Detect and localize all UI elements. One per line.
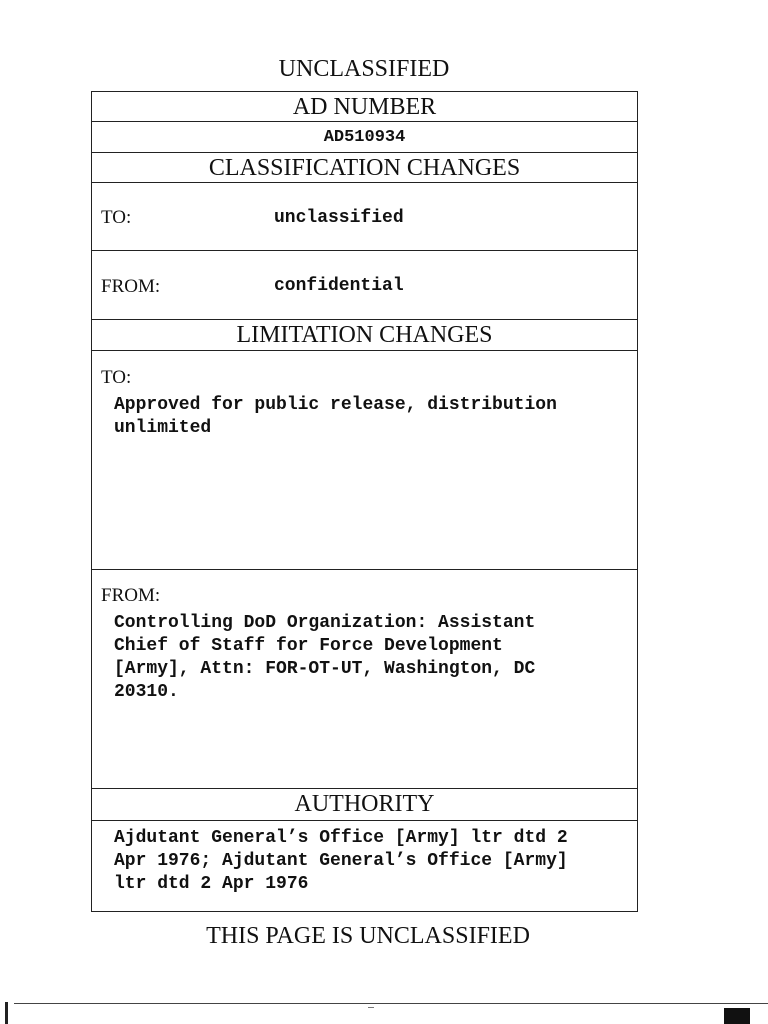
classification-to-label: TO:	[101, 207, 132, 228]
classification-changes-title: CLASSIFICATION CHANGES	[208, 155, 521, 181]
scan-dot-mark	[368, 1007, 374, 1008]
authority-header	[92, 789, 637, 821]
classification-from-value: confidential	[274, 276, 404, 296]
limitation-from-label: FROM:	[101, 585, 161, 606]
classification-changes-header	[92, 153, 637, 183]
classification-to-row	[92, 183, 637, 251]
limitation-changes-title: LIMITATION CHANGES	[236, 322, 493, 348]
scan-artifact-strip	[0, 1000, 768, 1024]
classification-from-row	[92, 251, 637, 320]
classification-from-label: FROM:	[101, 276, 161, 297]
authority-title: AUTHORITY	[294, 791, 435, 817]
scan-edge-line	[14, 1003, 768, 1004]
ad-number-label: AD NUMBER	[292, 94, 437, 120]
authority-section	[92, 821, 637, 911]
scan-right-mark	[724, 1008, 750, 1024]
classification-to-value: unclassified	[274, 208, 404, 228]
limitation-changes-header	[92, 320, 637, 351]
limitation-from-section	[92, 570, 637, 789]
ad-number-value: AD510934	[323, 128, 406, 147]
limitation-to-section	[92, 351, 637, 570]
limitation-to-value: Approved for public release, distribution unlimited	[114, 395, 557, 438]
limitation-to-label: TO:	[101, 367, 132, 388]
ad-number-header	[92, 92, 637, 122]
bottom-classification-banner: THIS PAGE IS UNCLASSIFIED	[206, 923, 530, 949]
top-classification-banner: UNCLASSIFIED	[278, 56, 450, 82]
ad-number-row	[92, 122, 637, 153]
ad-record-form	[91, 91, 638, 912]
limitation-from-value: Controlling DoD Organization: Assistant Chief of Staff for Force Development [Army], Attn: FOR-OT-UT, Washington, DC 20310.	[114, 613, 536, 702]
scan-left-mark	[5, 1002, 8, 1024]
authority-value: Ajdutant General’s Office [Army] ltr dtd 2 Apr 1976; Ajdutant General’s Office [Army] ltr dtd 2 Apr 1976	[114, 828, 568, 894]
